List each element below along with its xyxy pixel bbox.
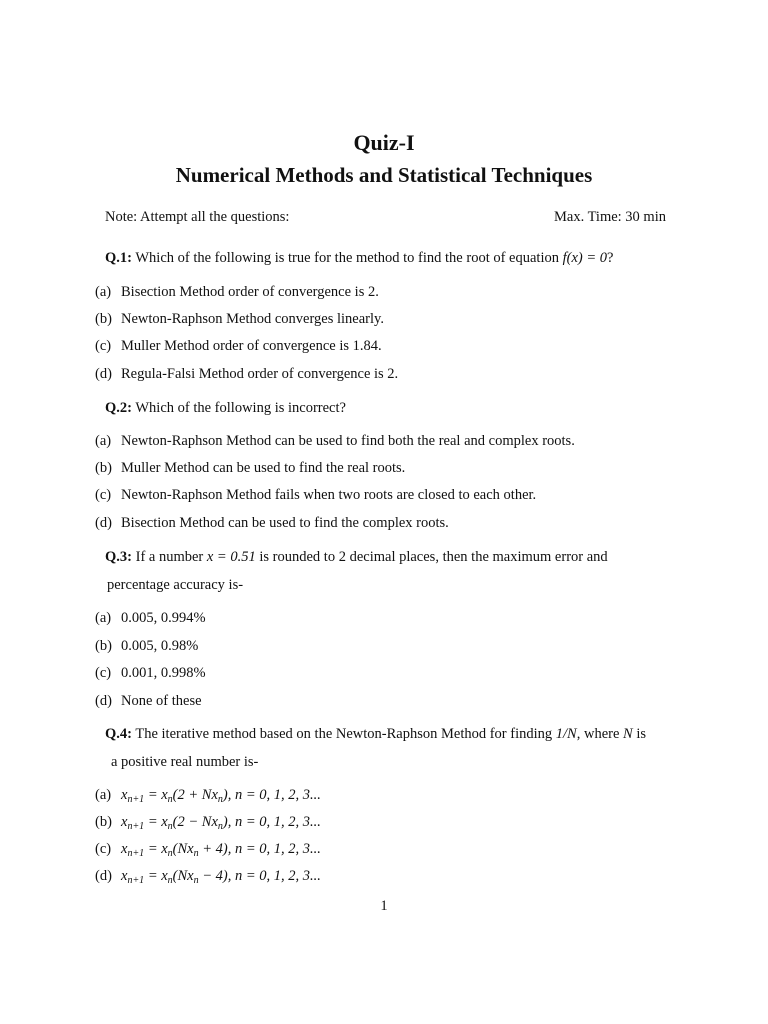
question-1: [105, 250, 705, 267]
question-label: Q.3:: [105, 549, 132, 565]
formula: [121, 814, 321, 830]
option-text: 0.001, 0.998%: [121, 665, 206, 681]
option-label: (a): [95, 787, 112, 803]
question-text: If a number: [135, 549, 207, 565]
question-4: [105, 726, 705, 743]
option-text: 0.005, 0.994%: [121, 610, 206, 626]
option-text: Bisection Method order of convergence is 2.: [121, 284, 379, 300]
formula-part: (Nx: [172, 868, 194, 884]
option-text: Muller Method can be used to find the real roots.: [121, 460, 406, 476]
question-math: f(x) = 0: [562, 250, 608, 266]
option-1b: [95, 311, 384, 328]
formula-part: ), n = 0, 1, 2, 3...: [222, 814, 321, 830]
page-subtitle: Numerical Methods and Statistical Techniques: [175, 163, 593, 187]
option-4a: [95, 787, 321, 804]
formula-subscript: n: [167, 875, 173, 886]
option-1c: [95, 338, 382, 355]
formula-part: x: [121, 814, 128, 830]
formula-subscript: n+1: [127, 821, 145, 832]
option-label: (b): [95, 814, 112, 830]
max-time-text: Max. Time: 30 min: [554, 209, 666, 225]
question-text: ?: [607, 250, 614, 266]
formula-subscript: n: [193, 875, 199, 886]
option-text: 0.005, 0.98%: [121, 638, 199, 654]
formula-subscript: n: [193, 848, 199, 859]
question-label: Q.4:: [105, 726, 132, 742]
option-4b: [95, 814, 321, 831]
formula: [121, 787, 321, 803]
formula-part: =: [144, 841, 162, 857]
option-1d: [95, 366, 398, 383]
option-text: Newton-Raphson Method converges linearly.: [121, 311, 384, 327]
question-4-continued: a positive real number is-: [111, 754, 259, 770]
formula-part: =: [144, 814, 162, 830]
question-math: x = 0.51: [206, 549, 256, 565]
question-3-continued: percentage accuracy is-: [107, 577, 244, 593]
question-text: Which of the following is incorrect?: [135, 400, 346, 416]
question-math: N: [623, 726, 633, 742]
formula: [121, 868, 321, 884]
option-label: (a): [95, 284, 112, 300]
formula-part: x: [161, 868, 168, 884]
option-label: (b): [95, 311, 112, 327]
option-3d: [95, 693, 202, 710]
formula-part: − 4), n = 0, 1, 2, 3...: [198, 868, 321, 884]
formula-part: x: [161, 787, 168, 803]
option-label: (c): [95, 841, 112, 857]
formula-subscript: n: [217, 821, 223, 832]
formula-subscript: n+1: [127, 794, 145, 805]
option-text: Bisection Method can be used to find the complex roots.: [121, 515, 449, 531]
option-text: Regula-Falsi Method order of convergence is 2.: [121, 366, 399, 382]
option-text: None of these: [121, 693, 202, 709]
question-text: Which of the following is true for the method to find the root of equation: [135, 250, 563, 266]
option-label: (c): [95, 487, 112, 503]
option-label: (d): [95, 515, 112, 531]
option-4d: [95, 868, 321, 885]
formula-part: (Nx: [172, 841, 194, 857]
formula-subscript: n: [167, 821, 173, 832]
page-number: 1: [380, 898, 388, 914]
note-text: Note: Attempt all the questions:: [105, 209, 290, 225]
option-label: (a): [95, 433, 112, 449]
formula-part: =: [144, 787, 162, 803]
question-text: is rounded to 2 decimal places, then the maximum error and: [255, 549, 608, 565]
option-2a: [95, 433, 575, 450]
option-label: (d): [95, 868, 112, 884]
option-label: (a): [95, 610, 112, 626]
page-title: Quiz-I: [353, 130, 415, 155]
formula-part: ), n = 0, 1, 2, 3...: [222, 787, 321, 803]
question-2: [105, 400, 705, 417]
formula-subscript: n+1: [127, 875, 145, 886]
question-text: The iterative method based on the Newton-Raphson Method for finding: [135, 726, 556, 742]
formula-subscript: n+1: [127, 848, 145, 859]
option-2d: [95, 515, 449, 532]
option-label: (d): [95, 366, 112, 382]
option-label: (c): [95, 338, 112, 354]
option-3b: [95, 638, 198, 655]
formula-part: x: [161, 841, 168, 857]
formula-subscript: n: [217, 794, 223, 805]
question-math: 1/N: [555, 726, 577, 742]
formula-part: =: [144, 868, 162, 884]
question-text: , where: [576, 726, 624, 742]
question-text: is: [632, 726, 646, 742]
option-label: (b): [95, 460, 112, 476]
formula-part: + 4), n = 0, 1, 2, 3...: [198, 841, 321, 857]
formula-part: x: [121, 868, 128, 884]
option-label: (b): [95, 638, 112, 654]
formula-part: (2 − Nx: [172, 814, 218, 830]
formula-part: x: [161, 814, 168, 830]
question-label: Q.2:: [105, 400, 132, 416]
option-text: Muller Method order of convergence is 1.84.: [121, 338, 382, 354]
option-2b: [95, 460, 405, 477]
formula-part: x: [121, 841, 128, 857]
formula: [121, 841, 321, 857]
option-label: (c): [95, 665, 112, 681]
formula-part: x: [121, 787, 128, 803]
option-3c: [95, 665, 206, 682]
option-4c: [95, 841, 321, 858]
option-1a: [95, 284, 379, 301]
question-3: [105, 549, 705, 566]
option-text: Newton-Raphson Method can be used to find both the real and complex roots.: [121, 433, 575, 449]
option-3a: [95, 610, 206, 627]
option-2c: [95, 487, 536, 504]
formula-part: (2 + Nx: [172, 787, 218, 803]
formula-subscript: n: [167, 848, 173, 859]
option-text: Newton-Raphson Method fails when two roots are closed to each other.: [121, 487, 537, 503]
formula-subscript: n: [167, 794, 173, 805]
question-label: Q.1:: [105, 250, 132, 266]
option-label: (d): [95, 693, 112, 709]
